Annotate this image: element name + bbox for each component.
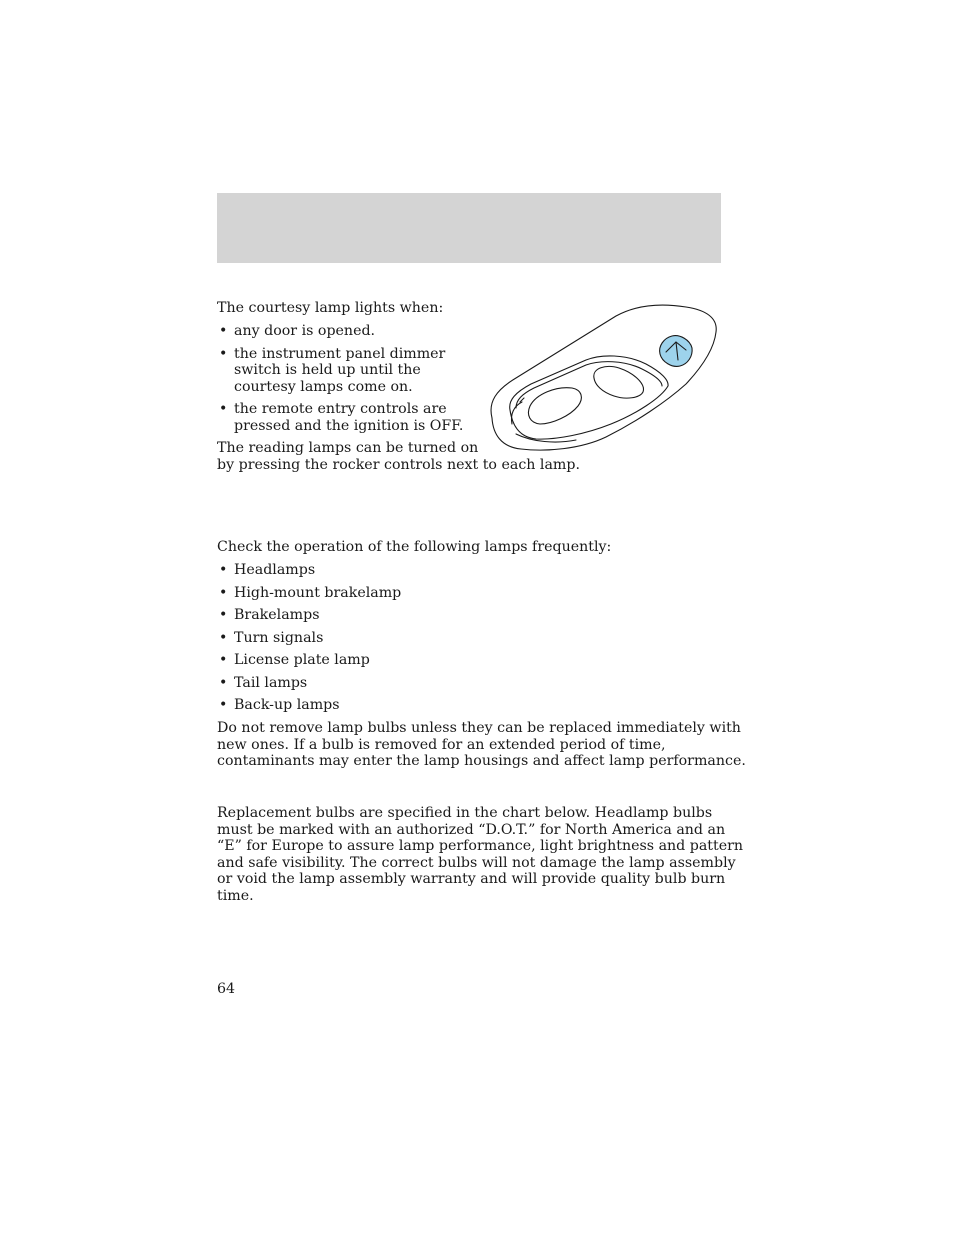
reading-lamps-line: by pressing the rocker controls next to each lamp. xyxy=(217,456,580,473)
paragraph-line: Do not remove lamp bulbs unless they can be replaced immediately with xyxy=(217,720,741,736)
bulb-removal-warning xyxy=(217,720,746,770)
courtesy-conditions-list xyxy=(217,323,463,434)
list-item-line: switch is held up until the xyxy=(234,362,421,378)
paragraph-line: new ones. If a bulb is removed for an extended period of time, xyxy=(217,736,666,753)
list-item: • Back-up lamps xyxy=(217,697,401,720)
overhead-console-illustration xyxy=(486,302,722,452)
list-item-line: • the instrument panel dimmer xyxy=(234,345,446,362)
paragraph-line: or void the lamp assembly warranty and will provide quality bulb burn xyxy=(217,871,726,887)
list-item: • Tail lamps xyxy=(217,675,401,698)
list-item xyxy=(217,346,463,396)
list-item-line: courtesy lamps come on. xyxy=(234,378,413,395)
paragraph-line: Replacement bulbs are specified in the chart below. Headlamp bulbs xyxy=(217,805,713,821)
list-item: • License plate lamp xyxy=(217,652,401,675)
courtesy-intro: The courtesy lamp lights when: xyxy=(217,300,444,316)
section-header-band xyxy=(217,193,721,263)
list-item-line: • the remote entry controls are xyxy=(234,401,447,417)
list-item: • Turn signals xyxy=(217,630,401,653)
paragraph-line: and safe visibility. The correct bulbs will not damage the lamp assembly xyxy=(217,854,736,871)
paragraph-line: time. xyxy=(217,887,254,904)
page-number: 64 xyxy=(217,981,236,997)
paragraph-line: “E” for Europe to assure lamp performance, light brightness and pattern xyxy=(217,838,744,854)
reading-lamps-line: The reading lamps can be turned on xyxy=(217,440,479,456)
list-item xyxy=(217,323,463,340)
list-item xyxy=(217,401,463,434)
list-item-line: pressed and the ignition is OFF. xyxy=(234,417,464,434)
bulb-check-intro: Check the operation of the following lamps frequently: xyxy=(217,539,612,555)
paragraph-line: contaminants may enter the lamp housings and affect lamp performance. xyxy=(217,753,746,769)
lamp-check-list xyxy=(217,562,401,720)
list-item: • Headlamps xyxy=(217,562,401,585)
replacement-bulbs-paragraph xyxy=(217,805,743,904)
list-item-line: any door is opened. xyxy=(234,323,376,339)
list-item: • Brakelamps xyxy=(217,607,401,630)
list-item: • High-mount brakelamp xyxy=(217,585,401,608)
paragraph-line: must be marked with an authorized “D.O.T.” for North America and an xyxy=(217,821,726,838)
